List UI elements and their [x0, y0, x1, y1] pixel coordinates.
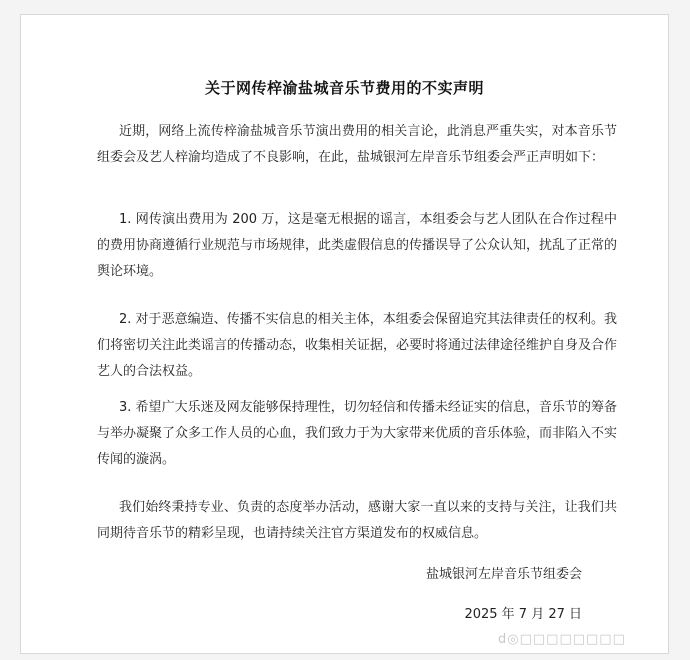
- point-1-paragraph: 1. 网传演出费用为 200 万，这是毫无根据的谣言，本组委会与艺人团队在合作过程中的费用协商遵循行业规范与市场规律，此类虚假信息的传播误导了公众认知，扰乱了正常的舆论环境。: [97, 212, 618, 279]
- statement-title: 关于网传梓渝盐城音乐节费用的不实声明: [204, 79, 484, 97]
- point-3-paragraph: 3. 希望广大乐迷及网友能够保持理性，切勿轻信和传播未经证实的信息，音乐节的筹备与举办凝聚了众多工作人员的心血，我们致力于为大家带来优质的音乐体验，而非陷入不实传闻的漩涡。: [97, 400, 618, 467]
- point-2-paragraph: 2. 对于恶意编造、传播不实信息的相关主体，本组委会保留追究其法律责任的权利。我们将密切关注此类谣言的传播动态，收集相关证据，必要时将通过法律途径维护自身及合作艺人的合法权益。: [97, 312, 618, 379]
- statement-paper: [20, 14, 669, 654]
- intro-paragraph: 近期，网络上流传梓渝盐城音乐节演出费用的相关言论，此消息严重失实，对本音乐节组委会及艺人梓渝均造成了不良影响，在此，盐城银河左岸音乐节组委会严正声明如下：: [97, 124, 617, 165]
- statement-date: 2025 年 7 月 27 日: [464, 607, 582, 622]
- closing-paragraph: 我们始终秉持专业、负责的态度举办活动，感谢大家一直以来的支持与关注，让我们共同期待音乐节的精彩呈现，也请持续关注官方渠道发布的权威信息。: [97, 500, 617, 541]
- watermark: d◎□□□□□□□□: [498, 632, 626, 647]
- signer-name: 盐城银河左岸音乐节组委会: [425, 567, 582, 582]
